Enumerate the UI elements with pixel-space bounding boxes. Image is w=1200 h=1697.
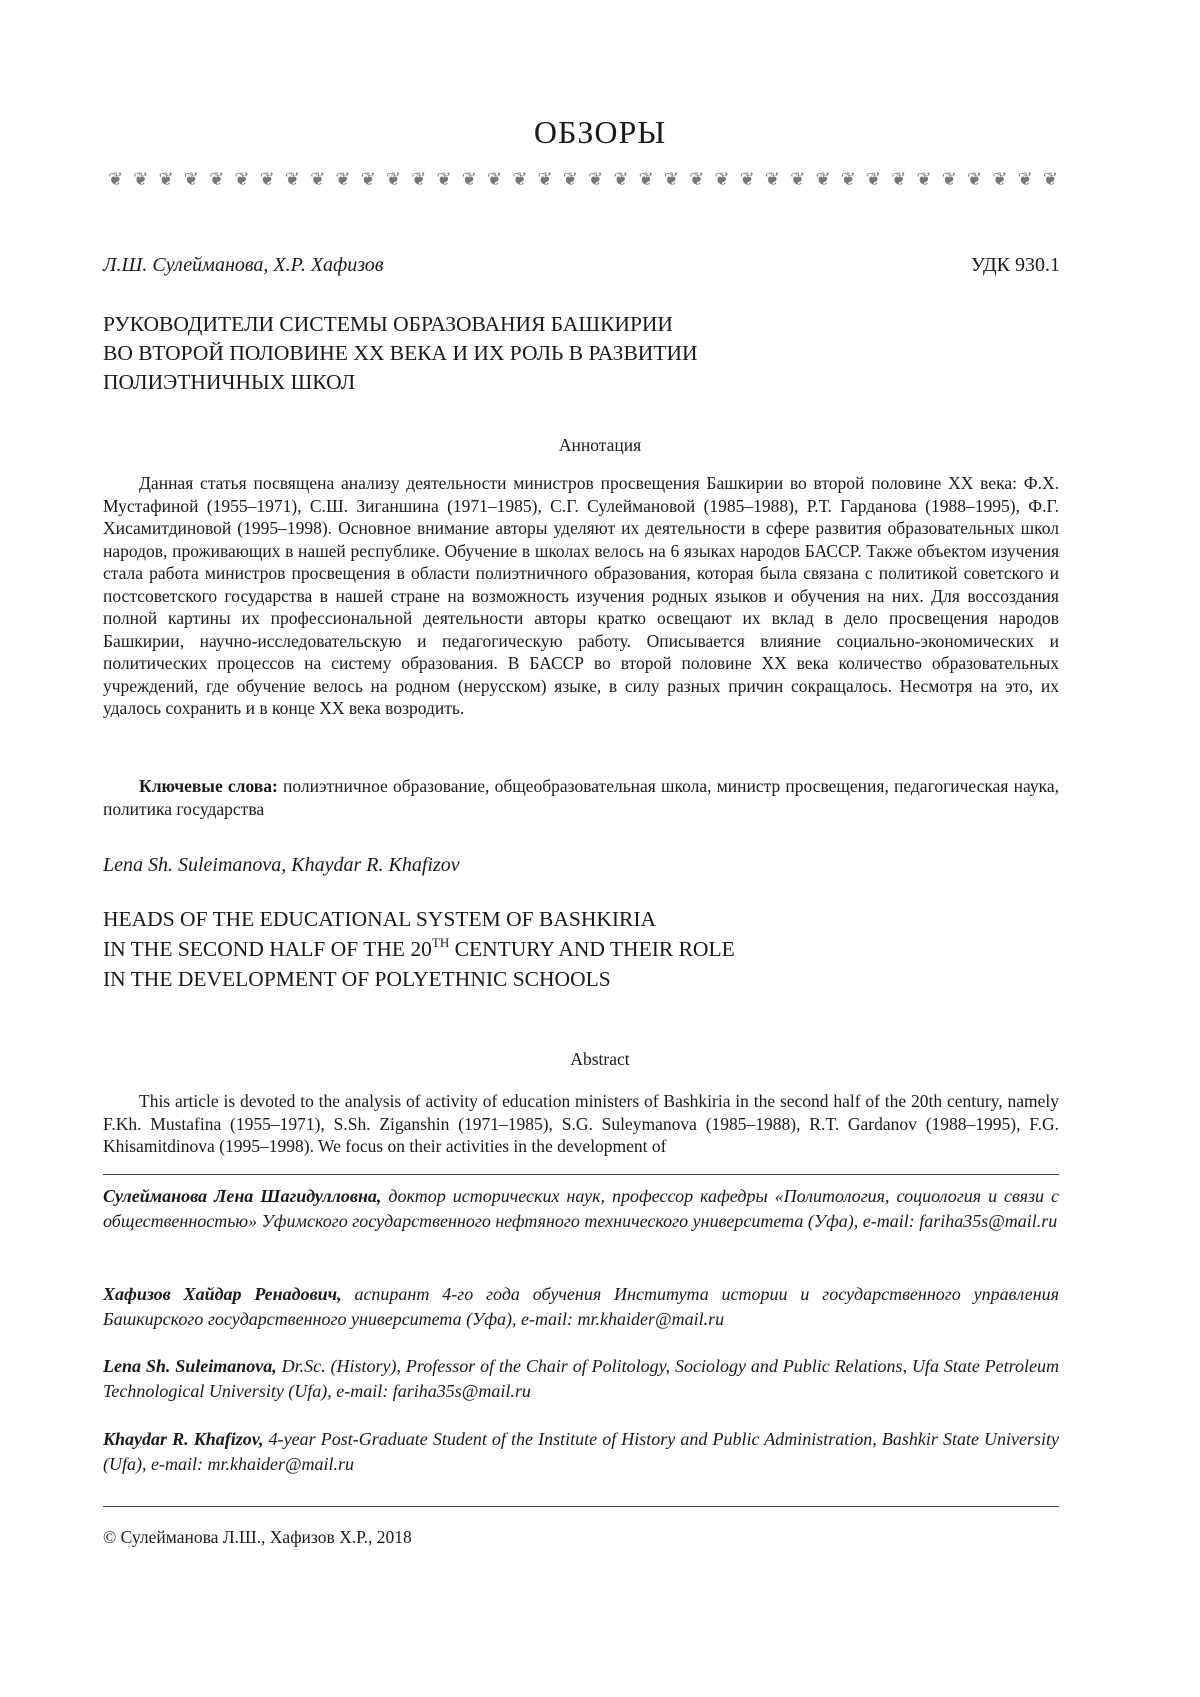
ornament-glyph: ❦ — [764, 169, 780, 189]
ornament-glyph: ❦ — [512, 169, 528, 189]
copyright: © Сулейманова Л.Ш., Хафизов Х.Р., 2018 — [103, 1527, 412, 1547]
ornament-glyph: ❦ — [461, 169, 477, 189]
ornament-glyph: ❦ — [739, 169, 755, 189]
ornament-divider — [108, 168, 1058, 190]
ornament-glyph: ❦ — [133, 169, 149, 189]
title-en-part: CENTURY AND THEIR ROLE — [449, 937, 735, 961]
authors-en: Lena Sh. Suleimanova, Khaydar R. Khafizov — [103, 854, 460, 876]
ornament-glyph: ❦ — [234, 169, 250, 189]
ornament-glyph: ❦ — [284, 169, 300, 189]
abstract-heading-en: Abstract — [570, 1049, 630, 1069]
ornament-glyph: ❦ — [183, 169, 199, 189]
abstract-heading-ru: Аннотация — [558, 435, 642, 455]
keywords-ru — [103, 775, 1059, 820]
footnote-author-en-2 — [103, 1427, 1059, 1477]
ornament-glyph: ❦ — [411, 169, 427, 189]
ornament-glyph: ❦ — [613, 169, 629, 189]
footnote-author-ru-1 — [103, 1184, 1059, 1234]
keywords-label: Ключевые слова: — [139, 776, 278, 796]
ornament-glyph: ❦ — [588, 169, 604, 189]
ornament-glyph: ❦ — [562, 169, 578, 189]
ornament-glyph: ❦ — [360, 169, 376, 189]
ornament-glyph: ❦ — [1017, 169, 1033, 189]
ornament-glyph: ❦ — [259, 169, 275, 189]
ornament-glyph: ❦ — [967, 169, 983, 189]
abstract-en: This article is devoted to the analysis of activity of education ministers of Bashkiria in the second half of the 20th century, namely F.Kh. Mustafina (1955–1971), S.Sh. Ziganshin (1971–1985), S.G. Suleymanova (1985–1988), R.T. Gardanov (1988–1995), F.G. Khisamitdinova (1995–1998). We focus on their activities in the development of — [103, 1091, 1059, 1156]
udc-code: УДК 930.1 — [970, 254, 1060, 276]
title-ru-line: РУКОВОДИТЕЛИ СИСТЕМЫ ОБРАЗОВАНИЯ БАШКИРИИ — [103, 312, 673, 336]
title-en-part: IN THE SECOND HALF OF THE 20 — [103, 937, 432, 961]
ornament-glyph: ❦ — [689, 169, 705, 189]
title-ru-line: ПОЛИЭТНИЧНЫХ ШКОЛ — [103, 370, 356, 394]
ornament-glyph: ❦ — [335, 169, 351, 189]
ornament-glyph: ❦ — [840, 169, 856, 189]
ornament-glyph: ❦ — [158, 169, 174, 189]
title-en-line — [103, 934, 1063, 964]
footnote-name: Khaydar R. Khafizov, — [103, 1429, 264, 1449]
ornament-glyph: ❦ — [1042, 169, 1058, 189]
ornament-glyph: ❦ — [815, 169, 831, 189]
ornament-glyph: ❦ — [916, 169, 932, 189]
footnote-text: 4-year Post-Graduate Student of the Institute of History and Public Administration, Bashkir State University (Ufa), e-mail: mr.khaider@mail.ru — [103, 1429, 1060, 1474]
title-en-line: HEADS OF THE EDUCATIONAL SYSTEM OF BASHKIRIA — [103, 907, 657, 931]
ornament-glyph: ❦ — [385, 169, 402, 189]
ornament-glyph: ❦ — [310, 169, 326, 189]
ornament-glyph: ❦ — [537, 169, 553, 189]
title-en-superscript: TH — [431, 935, 450, 950]
title-en-line: IN THE DEVELOPMENT OF POLYETHNIC SCHOOLS — [103, 967, 611, 991]
footnote-name: Сулейманова Лена Шагидулловна, — [103, 1186, 382, 1206]
ornament-glyph: ❦ — [865, 169, 882, 189]
footnote-rule-top — [103, 1174, 1059, 1175]
title-ru-line: ВО ВТОРОЙ ПОЛОВИНЕ XX ВЕКА И ИХ РОЛЬ В РАЗВИТИИ — [103, 341, 698, 365]
keywords-text: полиэтничное образование, общеобразовательная школа, министр просвещения, педагогическая наука, политика государства — [103, 776, 1059, 819]
ornament-glyph: ❦ — [663, 169, 679, 189]
footnote-text: доктор исторических наук, профессор кафедры «Политология, социология и связи с общественностью» Уфимского государственного нефтяного технического университета (Уфа), e-mail: fariha35s@mail.ru — [103, 1186, 1059, 1231]
ornament-glyph: ❦ — [714, 169, 730, 189]
footnote-name: Lena Sh. Suleimanova, — [103, 1356, 277, 1376]
section-title: ОБЗОРЫ — [533, 114, 667, 150]
ornament-glyph: ❦ — [108, 169, 124, 189]
footnote-author-en-1 — [103, 1354, 1059, 1404]
ornament-glyph: ❦ — [891, 169, 907, 189]
article-title-ru — [103, 310, 1063, 397]
footnote-name: Хафизов Хайдар Ренадович, — [103, 1284, 342, 1304]
footnote-text: аспирант 4-го года обучения Института истории и государственного управления Башкирского государственного университета (Уфа), e-mail: mr.khaider@mail.ru — [103, 1284, 1060, 1329]
footnote-text: Dr.Sc. (History), Professor of the Chair of Politology, Sociology and Public Relations, Ufa State Petroleum Technological University (Ufa), e-mail: fariha35s@mail.ru — [103, 1356, 1059, 1401]
authors-ru: Л.Ш. Сулейманова, Х.Р. Хафизов — [103, 254, 384, 276]
ornament-glyph: ❦ — [992, 169, 1008, 189]
abstract-ru: Данная статья посвящена анализу деятельности министров просвещения Башкирии во второй половине XX века: Ф.Х. Мустафиной (1955–1971), С.Ш. Зиганшина (1971–1985), С.Г. Сулеймановой (1985–1988), Р.Т. Гарданова (1988–1995), Ф.Г. Хисамитдиновой (1995–1998). Основное внимание авторы уделяют их деятельности в сфере развития образовательных школ народов, проживающих в нашей республике. Обучение в школах велось на 6 языках народов БАССР. Также объектом изучения стала работа министров просвещения в области полиэтничного образования, которая была связана с политикой советского и постсоветского государства в нашей стране на возможность изучения родных языков и обучения на них. Для воссоздания полной картины их профессиональной деятельности авторы кратко освещают их вклад в дело просвещения народов Башкирии, научно-исследовательскую и педагогическую работу. Описывается влияние социально-экономических и политических процессов на систему образования. В БАССР во второй половине XX века количество образовательных учреждений, где обучение велось на родном (нерусском) языке, в силу разных причин сокращалось. Несмотря на это, их удалось сохранить и в конце XX века возродить. — [103, 473, 1059, 718]
article-title-en — [103, 904, 1063, 994]
footnote-author-ru-2 — [103, 1282, 1059, 1332]
footnote-rule-bottom — [103, 1506, 1059, 1507]
ornament-glyph: ❦ — [486, 169, 503, 189]
ornament-glyph: ❦ — [941, 169, 957, 189]
ornament-glyph: ❦ — [790, 169, 806, 189]
ornament-glyph: ❦ — [209, 169, 225, 189]
ornament-glyph: ❦ — [638, 169, 654, 189]
ornament-glyph: ❦ — [436, 169, 452, 189]
